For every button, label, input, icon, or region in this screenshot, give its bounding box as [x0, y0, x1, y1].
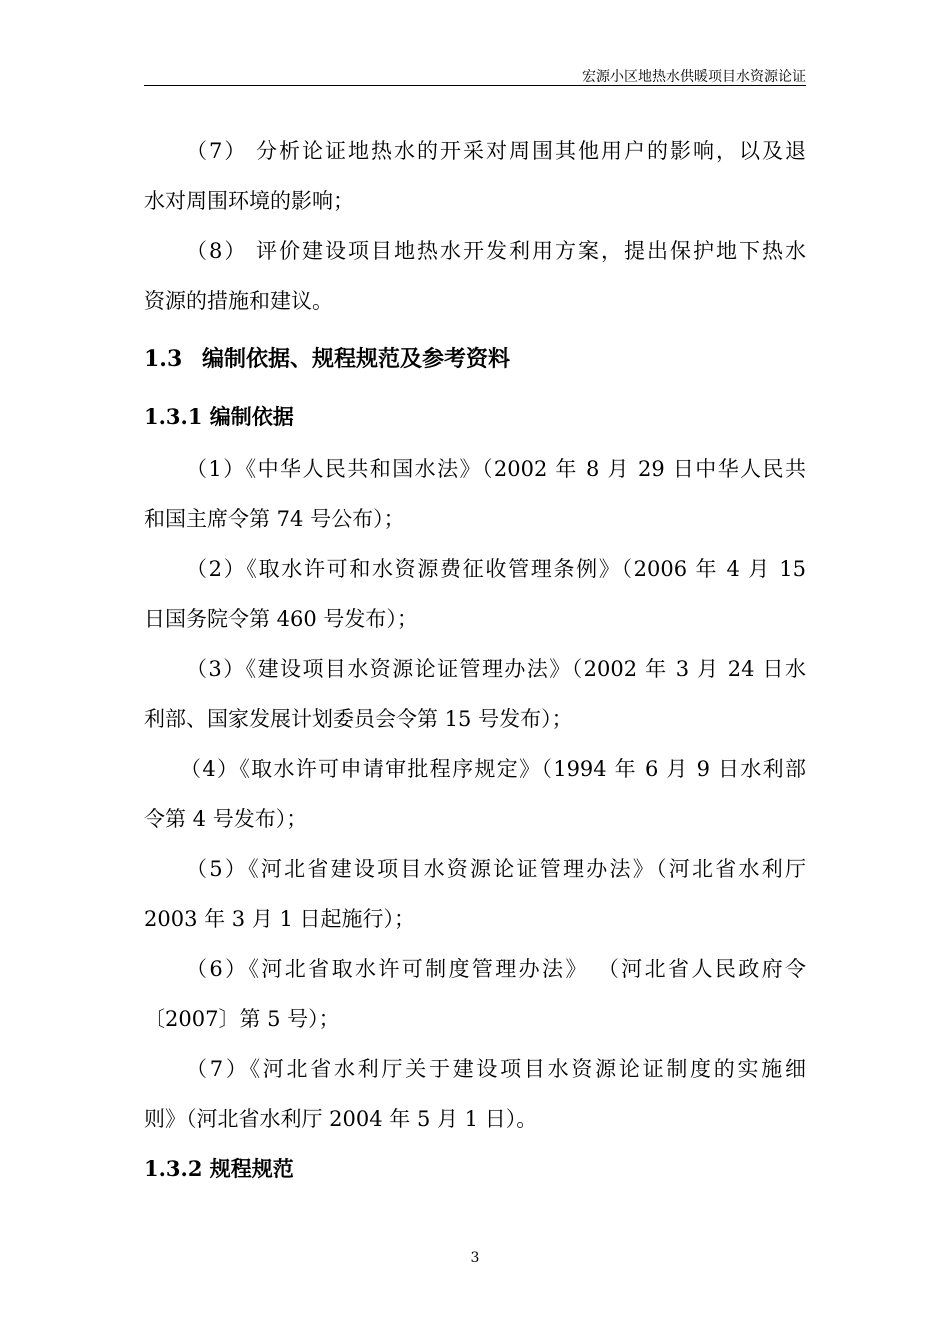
- paragraph-line: （4）《取水许可申请审批程序规定》（1994 年 6 月 9 日水利部: [180, 757, 806, 781]
- paragraph-line: （1）《中华人民共和国水法》（2002 年 8 月 29 日中华人民共: [186, 457, 806, 481]
- basis-item: [144, 544, 806, 644]
- intro-item: [144, 226, 806, 326]
- paragraph-line: 令第 4 号发布）；: [144, 807, 308, 831]
- paragraph-line: （3）《建设项目水资源论证管理办法》（2002 年 3 月 24 日水: [186, 657, 806, 681]
- intro-item: [144, 126, 806, 226]
- paragraph-line: 资源的措施和建议。: [144, 289, 333, 313]
- page-body: [144, 126, 806, 1196]
- section-number: 1.3: [144, 346, 183, 372]
- paragraph-line: 和国主席令第 74 号公布）；: [144, 507, 405, 531]
- basis-item: [144, 844, 806, 944]
- running-header: 宏源小区地热水供暖项目水资源论证: [582, 69, 806, 85]
- subsection-heading-1-3-2: 1.3.2 规程规范: [144, 1156, 294, 1181]
- paragraph-line: （7） 分析论证地热水的开采对周围其他用户的影响，以及退: [186, 139, 806, 163]
- basis-item: [144, 944, 806, 1044]
- paragraph-line: 日国务院令第 460 号发布）；: [144, 607, 418, 631]
- paragraph-line: （8） 评价建设项目地热水开发利用方案，提出保护地下热水: [186, 239, 806, 263]
- basis-item: [144, 444, 806, 544]
- basis-item: [144, 1044, 806, 1144]
- page-number: 3: [470, 1250, 480, 1266]
- section-heading-1-3: [144, 334, 806, 384]
- paragraph-line: 利部、国家发展计划委员会令第 15 号发布）；: [144, 707, 573, 731]
- paragraph-line: （5）《河北省建设项目水资源论证管理办法》（河北省水利厅: [186, 857, 806, 881]
- paragraph-line: 〔2007〕第 5 号）；: [144, 1007, 340, 1031]
- basis-item: [144, 744, 806, 844]
- section-title: 编制依据、规程规范及参考资料: [202, 346, 511, 372]
- paragraph-line: （2）《取水许可和水资源费征收管理条例》（2006 年 4 月 15: [186, 557, 806, 581]
- subsection-heading-1-3-1: 1.3.1 编制依据: [144, 404, 294, 429]
- header-divider: [144, 85, 806, 86]
- paragraph-line: 2003 年 3 月 1 日起施行）；: [144, 907, 416, 931]
- paragraph-line: （7）《河北省水利厅关于建设项目水资源论证制度的实施细: [186, 1057, 806, 1081]
- paragraph-line: 水对周围环境的影响；: [144, 189, 354, 213]
- paragraph-line: 则》（河北省水利厅 2004 年 5 月 1 日）。: [144, 1107, 538, 1131]
- paragraph-line: （6）《河北省取水许可制度管理办法》 （河北省人民政府令: [186, 957, 806, 981]
- basis-item: [144, 644, 806, 744]
